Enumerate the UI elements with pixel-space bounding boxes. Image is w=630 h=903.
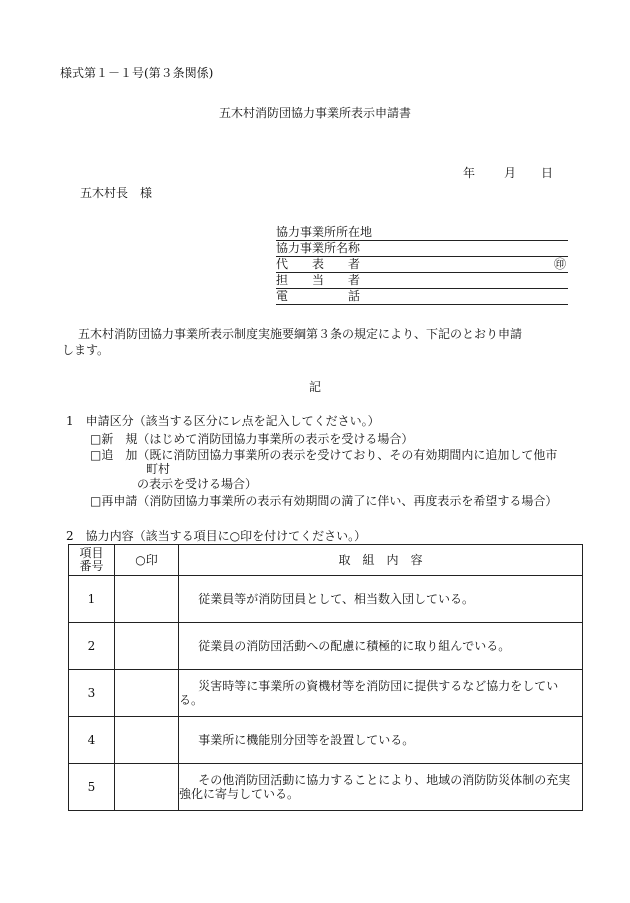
table-row [69, 623, 583, 670]
mark-cell[interactable] [115, 576, 179, 623]
option-desc: （はじめて消防団協力事業所の表示を受ける場合） [137, 432, 414, 446]
option-label: 再申請 [101, 494, 138, 508]
mark-cell[interactable] [115, 717, 179, 764]
body-text-line2: します。 [62, 343, 110, 357]
field-label: 代 表 者 [276, 257, 361, 271]
date-day: 日 [541, 166, 554, 180]
field-phone[interactable] [276, 288, 568, 305]
row-number: 5 [69, 764, 115, 811]
row-number: 4 [69, 717, 115, 764]
option-desc-cont: 町村 [146, 462, 171, 476]
row-content: 事業所に機能別分団等を設置している。 [179, 717, 583, 764]
table-row [69, 576, 583, 623]
row-number: 3 [69, 670, 115, 717]
date-year: 年 [463, 166, 476, 180]
form-label: 様式第１－１号(第３条関係) [60, 66, 214, 80]
row-content: 従業員等が消防団員として、相当数入団している。 [179, 576, 583, 623]
option-desc: （既に消防団協力事業所の表示を受けており、その有効期間内に追加して他市 [137, 448, 558, 462]
addressee: 五木村長 様 [80, 186, 153, 200]
mark-cell[interactable] [115, 670, 179, 717]
field-representative[interactable] [276, 256, 568, 273]
header-mark: ○印 [115, 545, 179, 576]
header-item-number [69, 545, 115, 576]
option-label: 追 加 [101, 448, 138, 462]
table-row [69, 717, 583, 764]
option-add [90, 448, 557, 462]
mark-cell[interactable] [115, 764, 179, 811]
header-no-line1: 項目 [79, 546, 104, 560]
cooperation-table [68, 544, 583, 811]
seal-mark: ㊞ [553, 257, 566, 271]
row-number: 1 [69, 576, 115, 623]
mark-cell[interactable] [115, 623, 179, 670]
field-label: 担 当 者 [276, 273, 361, 287]
checkbox-add[interactable]: □ [90, 448, 102, 462]
section1-heading: 1 申請区分（該当する区分にレ点を記入してください。） [66, 414, 380, 428]
option-desc: （消防団協力事業所の表示有効期間の満了に伴い、再度表示を希望する場合） [137, 494, 558, 508]
field-label: 電 話 [276, 289, 361, 303]
table-header-row [69, 545, 583, 576]
row-content: その他消防団活動に協力することにより、地域の消防防災体制の充実強化に寄与している。 [179, 764, 583, 811]
page-title: 五木村消防団協力事業所表示申請書 [218, 106, 411, 120]
row-content: 従業員の消防団活動への配慮に積極的に取り組んでいる。 [179, 623, 583, 670]
section2-heading: 2 協力内容（該当する項目に○印を付けてください。） [66, 529, 367, 543]
body-text-line1: 五木村消防団協力事業所表示制度実施要綱第３条の規定により、下記のとおり申請 [78, 327, 523, 341]
option-label: 新 規 [101, 432, 138, 446]
checkbox-new[interactable]: □ [90, 432, 102, 446]
option-reapply [90, 494, 557, 508]
field-label: 協力事業所名称 [276, 241, 361, 255]
date-month: 月 [504, 166, 517, 180]
field-name[interactable] [276, 240, 568, 257]
field-address[interactable] [276, 224, 568, 241]
ki-heading: 記 [308, 380, 321, 394]
option-desc-cont: の表示を受ける場合） [137, 477, 258, 491]
row-number: 2 [69, 623, 115, 670]
header-content: 取 組 内 容 [179, 545, 583, 576]
table-row [69, 764, 583, 811]
checkbox-reapply[interactable]: □ [90, 494, 102, 508]
row-content: 災害時等に事業所の資機材等を消防団に提供するなど協力をしている。 [179, 670, 583, 717]
field-label: 協力事業所所在地 [276, 225, 373, 239]
field-contact-person[interactable] [276, 272, 568, 289]
option-new [90, 432, 413, 446]
header-no-line2: 番号 [79, 559, 104, 573]
table-row [69, 670, 583, 717]
